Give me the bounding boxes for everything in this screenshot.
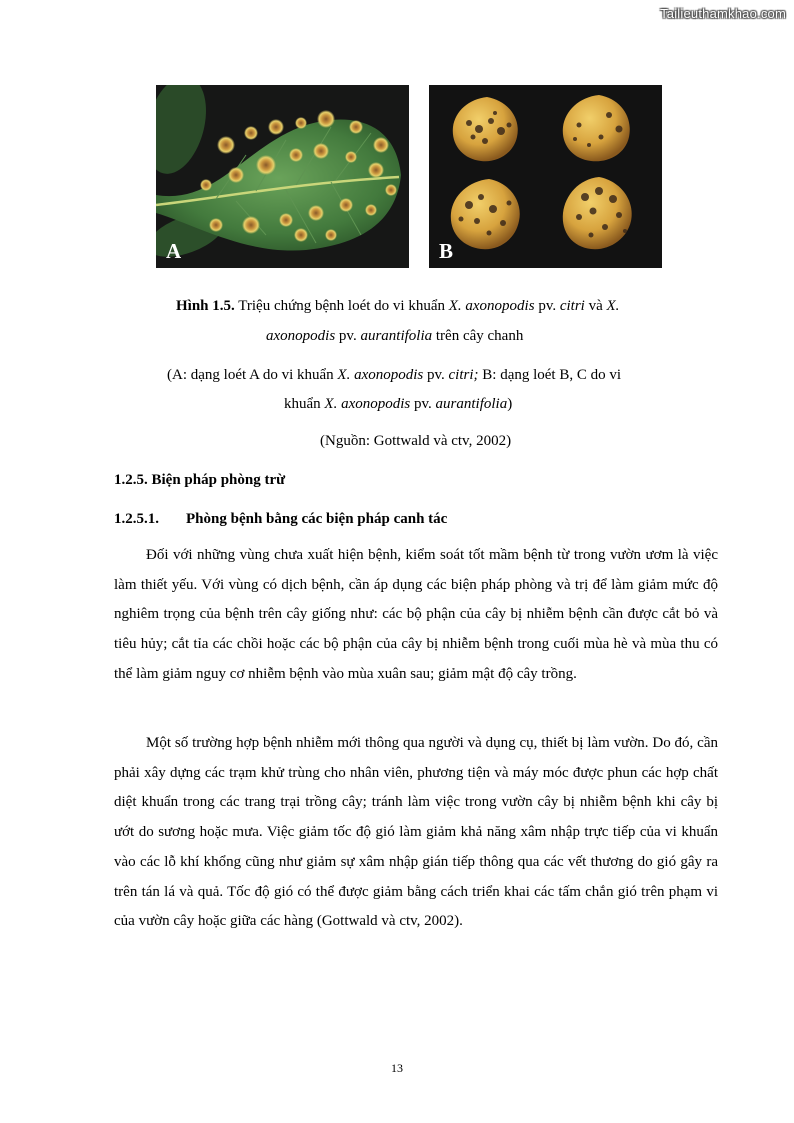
figure-note-line2 [284,394,684,414]
note-text: B: dạng loét B, C do vi [478,367,622,383]
caption-text: Triệu chứng bệnh loét do vi khuẩn [234,298,449,314]
figure-caption-line2 [266,326,666,346]
paragraph-1: Đối với những vùng chưa xuất hiện bệnh, kiểm soát tốt mầm bệnh từ trong vườn ươm là việc làm thiết yếu. Với vùng có dịch bệnh, cần áp dụng các biện pháp phòng và trị để làm giảm mức độ nghiêm trọng của bệnh trên cây giống như: các bộ phận của cây bị nhiễm bệnh cần được cắt bỏ và tiêu hủy; cắt tỉa các chồi hoặc các bộ phận của cây bị nhiễm bệnh trong cuối mùa hè và mùa thu có thể làm giảm nguy cơ nhiễm bệnh vào mùa xuân sau; giảm mật độ cây trồng. [114,547,718,682]
page-number: 13 [391,1061,403,1075]
caption-species: X. axonopodis [448,298,535,314]
note-text: khuẩn [284,396,325,412]
caption-text: và [584,298,607,314]
note-species: X. axonopodis [324,396,411,412]
subsection-number: 1.2.5.1. [114,511,159,527]
caption-text: pv. [534,298,560,314]
caption-text: trên cây chanh [432,328,524,344]
figure-panel-a [156,85,409,268]
caption-pathovar: citri [559,298,585,314]
figure-caption-line1 [176,296,716,316]
figure-note-line1 [167,365,727,385]
note-text: ) [507,396,513,412]
figure-source: (Nguồn: Gottwald và ctv, 2002) [320,433,512,449]
panel-b-label: B [439,239,454,263]
paragraph-2: Một số trường hợp bệnh nhiễm mới thông qua người và dụng cụ, thiết bị làm vườn. Do đó, cần phải xây dựng các trạm khử trùng cho nhân viên, phương tiện và máy móc được phun các hợp chất diệt khuẩn trong các trang trại trồng cây; tránh làm việc trong vườn cây bị nhiễm bệnh khi cây bị ướt do sương hoặc mưa. Việc giảm tốc độ gió làm giảm khả năng xâm nhập trực tiếp của vi khuẩn vào các lỗ khí khổng cũng như giảm sự xâm nhập gián tiếp thông qua các vết thương do gió gây ra trên tán lá và quả. Tốc độ gió có thể được giảm bằng cách triển khai các tấm chắn gió trên phạm vi của vườn cây hoặc giữa các hàng (Gottwald và ctv, 2002). [114,735,718,930]
caption-species: axonopodis [266,328,336,344]
panel-a-label: A [166,239,182,263]
subsection-title: Phòng bệnh bằng các biện pháp canh tác [186,511,448,527]
leaf-canker-image [156,85,409,268]
figure-panel-b [429,85,662,268]
note-pathovar: aurantifolia [435,396,508,412]
note-text: pv. [410,396,436,412]
watermark: Tailieuthamkhao.com [660,6,786,21]
note-pathovar: citri; [448,367,479,383]
caption-pathovar: aurantifolia [360,328,433,344]
note-species: X. axonopodis [337,367,424,383]
fruit-canker-image [429,85,662,268]
section-heading: 1.2.5. Biện pháp phòng trừ [114,472,286,488]
note-text: pv. [423,367,449,383]
caption-species: X. [606,298,620,314]
figure-caption-label: Hình 1.5. [176,298,235,314]
subsection-heading [114,509,447,529]
caption-text: pv. [335,328,361,344]
note-text: (A: dạng loét A do vi khuẩn [167,367,338,383]
